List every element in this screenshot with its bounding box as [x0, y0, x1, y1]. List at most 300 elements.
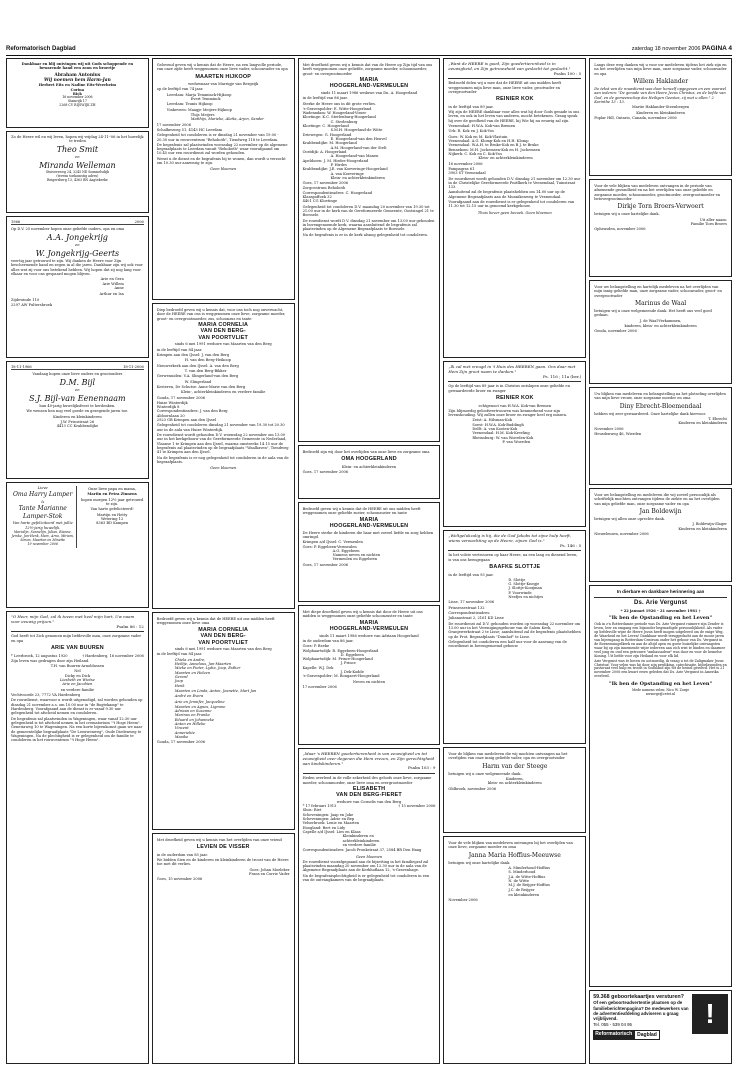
column-3: [298, 58, 441, 1064]
thanks-from: J. de Waal-Verkammen,: [639, 318, 682, 323]
anniversary-wish: We wensen hen nog veel goede en gezegende jaren toe.: [26, 409, 129, 414]
family-member: Kesteren, De Schutse: Anne-Marie van den Berg: [156, 384, 246, 389]
obituary-name: ARIE VAN BUUREN: [50, 645, 104, 652]
obituary-intro: Bedroefd geven wij u kennis dat de HEERE uit ons midden heeft weggenomen onze geliefde zuster, schoonzuster en tante: [302, 507, 421, 516]
congratulations-ad: [6, 482, 149, 608]
family-member: Krimpen aan den IJssel: J. van den Berg: [156, 353, 230, 358]
thanks-body: De tekst van de rouwdienst was door henzelf opgegeven en een vaarwel aan iederen: "De genade van den Heere Jezus Christus, en de liefde van God, en de gemeenschap des Heiligen Geestes, zij met u allen." 2 Korinthe 13 : 13.: [594, 87, 727, 105]
memorial-dates: * 22 januari 1926 – 21 november 1981 †: [620, 608, 701, 613]
family-member: J. Prince: [340, 661, 356, 666]
family-member: N. de Witte: [508, 879, 529, 884]
thanks-dirkje-torn-broers: [589, 179, 732, 277]
obituary-maria-van-den-berg: [152, 303, 295, 609]
congrats-right-names: Martin en Petra Zinnens: [87, 492, 137, 497]
thanks-date: Opheusden, november 2006: [594, 227, 646, 232]
thanks-intro: Langs deze weg danken wij u voor uw medeleven tijdens het ziek zijn en na het overlijden van mijn lieve man, onze zorgzame vader, schoonvader en opa: [594, 63, 727, 76]
congrats-senders: Mariolijn, Sannelijn, Julian, Rianne, Jemke, Jan-Henk, Marc, Arno, Miriam, Simon, Maarten en Minette: [11, 529, 74, 542]
wedding-address: Reigersberg 13, 4363 BN Aagtekerke: [46, 177, 108, 182]
obituary-condolence: Voorafgaand aan de rouwdienst is er gelegenheid tot condoleren van 11.30 tot 12.15 uur in genoemd kerkgebouw.: [448, 200, 575, 209]
family-member: Veenendaal: H.M. Kok-Kreeling: [472, 431, 530, 436]
grandchild: Chiela en Andre,: [174, 657, 206, 662]
obituary-quote: [303, 752, 436, 774]
obituary-address: Winterdijk 8: [156, 405, 180, 410]
obituary-child: Arie en Jacobien: [62, 682, 93, 687]
obituary-address: 3903 ST Veenendaal: [448, 171, 486, 176]
grandchild: Eduard en Johanneke: [174, 717, 215, 722]
thanks-family: Kinderen,: [505, 777, 524, 782]
thanks-date: Oldbroek, november 2006: [448, 786, 497, 791]
quote-text: „Want de HEERE is goed, Zijn goedertierenheid is in eeuwigheid, en Zijn getrouwheid van geslacht tot geslacht.": [448, 61, 571, 71]
family-member: Kloetinge: C. Hoogerland: [302, 124, 349, 129]
grandchild: Adriaan en Suzanne: [174, 709, 212, 714]
family-member: J.C. de Reijger: [508, 887, 535, 892]
birth-date: 16 november 2006: [62, 95, 93, 100]
thanks-name: Willem Haklander: [633, 77, 689, 85]
obituary-age: in de ouderdom van 86 jaar.: [302, 638, 354, 643]
obituary-name: REINIER KOK: [496, 395, 534, 402]
promo-text: [593, 994, 689, 1060]
grandchild: Joop: [174, 679, 183, 684]
family-member: P. van Woerden: [502, 440, 531, 444]
grandchild: Heiltje, Annelous, Jan-Maarten: [174, 662, 232, 667]
family-member: Leerdam: Marja Temminck-Hijkoop: [166, 92, 232, 97]
birth-address: Stamrijk 17: [67, 98, 87, 103]
family-member: Krimpen a/d IJssel: C. Vermeulen: [302, 540, 363, 545]
obituary-address: 4401 CG Kloetinge: [302, 199, 338, 204]
thanks-body: hebben wij zeer gewaardeerd. Onze hartelijke dank hiervoor.: [594, 411, 706, 416]
obituary-name: MAARTEN HIJKOOP: [195, 73, 252, 80]
obituary-condolence: Gelegenheid tot condoleren is er dinsdag 21 november van 19.00 - 20.30 uur in rouwcentrum "Rehoboth", Tiendweg 118 te Leerdam.: [156, 133, 279, 142]
quote-text: „Weltgelukzalig is hij, die de God Jakobs tot zijne hulp heeft, wiens verwachting op de Heere, zijnen God is.": [448, 533, 572, 543]
family-member: Thijs Meijers: [190, 112, 215, 117]
thanks-from: Familie Torn Broers: [690, 222, 727, 227]
anniversary-and: en: [75, 388, 80, 393]
family-member: Veenendaal: A.G. Klomp-Kok en H.H. Klomp: [448, 139, 529, 143]
obituary-baafke-slottje: [443, 530, 586, 744]
obituary-service: De rouwdienst wordt gehouden D.V. dinsdag 21 november om 12.30 uur in de Christelijke Gereformeerde Pniëlkerk te Veenendaal, Tuinstraat 133.: [448, 176, 581, 190]
obituary-oma-hoogerland: [298, 445, 441, 499]
wedding-intro: Zo de Heere wil en wij leven, hopen wij vrijdag 24-11-'06 in het huwelijk te treden: [11, 135, 144, 144]
obituary-intro: Op de leeftijd van 89 jaar is in Christus ontslapen onze geliefde en gewaardeerde broer en zwager: [448, 384, 570, 393]
obituary-maarten-hijkoop: [152, 58, 295, 300]
promo-logo: [593, 1030, 689, 1040]
anniversary-intro: Op D.V. 25 november hopen onze geliefde ouders, opa en oma: [11, 227, 125, 232]
obituary-quote: [448, 62, 581, 79]
obituary-no-flowers: Geen bloemen: [355, 854, 383, 859]
birth-intro: Dankbaar en blij ontvingen wij uit Gods schoppende en bewarende hand een zoon en broertje: [21, 62, 134, 71]
thanks-date: November 2006: [594, 426, 624, 431]
obituary-service: De rouwdienst zal D.V. gehouden worden op woensdag 22 november om 13.00 uur in het Verenigingsgebouw van de Salem Kerk, Oranjewerkstraat 2 te Lisse; aansluitend zal de begrafenis plaatshebben op de Prot. Begraafplaats "Duinhof" te Lisse.: [448, 621, 581, 639]
obituary-child: Liesbeth en Wietse: [60, 678, 95, 683]
quote-reference: Psalm 100 : 5: [553, 70, 582, 76]
family-member: 's-Gravenpolder: E. Witte-Hoogerland: [302, 106, 372, 111]
quote-reference: Psalm 103 : 9: [407, 765, 436, 771]
page-label: PAGINA: [702, 45, 727, 53]
obituary-service: De rouwdienst, waarvoor u wordt uitgenodigd, zal worden gehouden op dinsdag 21 november a.s. om 10.00 uur in "de Bogtekamp" te Hardenberg. Voorafgaand aan de dienst is er vanaf 9.30 uur gelegenheid tot afscheid nemen en condoleren.: [11, 698, 143, 716]
memorial-arie-vergunst: [589, 585, 732, 987]
page-date: zaterdag 18 november 2006: [631, 46, 701, 53]
wedding-address: (tevens toekomstig adres): [56, 173, 99, 178]
obituary-no-flowers: Geen bloemen: [210, 167, 237, 172]
obituary-subtitle: sinds 6 mei 1991 weduwe van Maarten van den Berg: [174, 647, 272, 652]
obituary-grandchildren: [157, 658, 290, 740]
obituary-reinier-kok-1: [443, 58, 586, 358]
family-member: Oostdijk: A. Hoogerland: [302, 149, 347, 154]
anniversary-address: 4413 CC Krabbendijke: [56, 424, 99, 429]
obituary-date: Goes, 17 november 2006: [302, 470, 349, 475]
obituary-body: Wij zijn de HEERE dankbaar voor alles wat hij door Gods genade in ons leven, en ook in het leven van anderen, mocht betekenen. Graag sprak hij over de goedheid van de HEERE, hij Wie hij nu eeuwig zal zijn.: [448, 110, 580, 123]
grandchild: Maarten en Agnes, Ligmme: [174, 704, 226, 709]
family-member: A.M. Hoogerland-van der Stelt: [330, 145, 387, 150]
obituary-address: Zorgcentrum Rehoboth: [302, 186, 346, 191]
obituary-age: in de leeftijd van 93 jaar.: [448, 572, 494, 577]
thanks-name: Jan Boldewijn: [639, 507, 682, 515]
family-member: Wadenxdam: W. Hoogerland-Visser: [302, 111, 367, 116]
obituary-name: MARIA: [359, 619, 379, 626]
grandchild: Gerard: [174, 674, 188, 679]
column-5: [589, 58, 732, 1064]
obituary-subtitle: sinds 11 maart 1986 weduwe van Adriaan Hoogerland: [319, 633, 419, 638]
promo-phone[interactable]: Tel. 055 - 539 04 95: [593, 1021, 632, 1027]
anniversary-husband: D.M. Bijl: [59, 377, 96, 387]
obituary-address: Huize Winterdijk: [156, 400, 188, 405]
obituary-name: BAAFKE SLOTTJE: [489, 564, 541, 571]
anniversary-children: [11, 277, 144, 296]
family-member: Veenendaal: W.A.H. te Bruke-Kok en B.J. te Bruke: [448, 143, 539, 148]
family-member: Goes: P. Beeke: [302, 644, 330, 649]
obituary-name: HOOGERLAND-VERMEULEN: [329, 83, 409, 90]
family-member: Soest: H.W.A. Kok-Buddingh: [472, 422, 524, 427]
obituary-after: Na de begrafenis is er in de kerk alsnog gelegenheid tot condoleren.: [302, 232, 428, 237]
obituary-quote: [11, 615, 144, 632]
family-member: Capelle a/d IJssel: Lies en Klaas: [302, 829, 361, 834]
page-header: [6, 6, 732, 56]
family-member: 's-Gravenpolder: M. Bongaert-Hoogerland: [302, 674, 380, 679]
obituary-intro: Met droefheid geven wij u kennis van het overlijden van onze vriend: [156, 838, 282, 842]
family-member: J. Slottje-Kooijman: [508, 586, 542, 591]
obituary-quote: [448, 534, 581, 551]
family-member: Kloetinge: K.C. Sterlenburg-Hoogerland: [302, 115, 376, 120]
family-member: Gerwenuiden: V.A. Slingerland-van den Berg: [156, 374, 239, 379]
anniversary-family: Kinderen en kleinkinderen: [53, 414, 102, 419]
memorial-motto: "Ik ben de Opstanding en het Leven": [608, 615, 713, 621]
page-number: 4: [728, 45, 732, 53]
grandchild: Maarten en Linda, Anton, Jeanette, Mart Jan: [174, 688, 257, 693]
family-member: Neven en nichten: [352, 679, 386, 684]
thanks-jan-boldewijn: [589, 488, 732, 582]
obituary-family: [303, 107, 436, 180]
anniversary-body: hun 40-jarig huwelijksfeest te herdenken.: [39, 404, 116, 409]
family-member: A.O. Eggebeen: [332, 548, 360, 553]
family-member: Wolphaartsdijk: M. Prince-Hoogerland: [302, 657, 373, 662]
wedding-groom: Theo Smit: [56, 144, 99, 154]
family-member: S.M.H. Hoogerland-de Witte: [330, 128, 383, 133]
anniversary-and: en: [75, 243, 80, 248]
anniversary-years: [11, 220, 144, 225]
thanks-intro: Voor de vele blijken van medeleven ontvangen bij het overlijden van onze lieve, zorgzame moeder en oma: [448, 841, 573, 850]
anniversary-announcement-2: [6, 361, 149, 479]
obituary-address: 2923 GB Krimpen aan den IJssel: [156, 418, 217, 423]
family-member: J.A. de Witte-Hoffius: [508, 874, 546, 879]
grandchild: Anneriekte: [174, 730, 195, 735]
family-member: Urk: R. Kok en J. Kok-Vos: [448, 129, 494, 134]
obituary-name: MARIA: [359, 76, 379, 83]
wedding-and: en: [75, 155, 80, 160]
family-member: H. van den Berg-Heikoop: [184, 358, 231, 363]
thanks-date: Nieuwleusen, november 2006: [594, 532, 649, 537]
obituary-age: op de leeftijd van 74 jaar.: [156, 87, 204, 92]
columns: [6, 58, 732, 1064]
family-member: Klein- en achterkleinkinderen: [478, 156, 533, 161]
birth-sibling: Corina: [70, 87, 85, 92]
thanks-intro: Voor uw belangstelling en hartelijk medeleven na het overlijden van mijn innig geliefde man, onze zorgzame vader, schoonvader, groot- en overgrootvader: [594, 285, 722, 298]
obituary-no-flowers: Geen bloemen: [210, 466, 237, 471]
obituary-name: VAN POORTVLIET: [198, 639, 249, 646]
congrats-right-body: hopen morgen 12½ jaar getrouwd te zijn.: [80, 497, 144, 506]
obituary-name: VAN POORTVLIET: [198, 334, 249, 341]
family-member: Rheinsburg: W. van Woerden-Kok: [472, 435, 534, 440]
family-member: en verdere familie: [342, 842, 376, 847]
family-member: Klein- en achterkleinkinderen: [330, 175, 385, 180]
grandchild: Marinus en Franka: [174, 713, 210, 718]
family-member: M.J. de Reijger-Hoffius: [508, 883, 550, 888]
congrats-date: 19 november 2006: [27, 542, 58, 547]
obituary-name: REINIER KOK: [496, 96, 534, 103]
logo-left: Reformatorisch: [593, 1030, 634, 1040]
birth-sibling: Rick: [72, 91, 82, 96]
obituary-subtitle: weduwnaar van Marrigje van Bergeijk: [188, 82, 259, 87]
child-name: Arie Willem: [102, 281, 124, 286]
anniversary-dates: [11, 365, 144, 370]
thanks-harm-van-der-steege: [443, 747, 586, 833]
page-info: [632, 45, 732, 53]
anniversary-intro: Vandaag hopen onze lieve ouders en grootouders: [32, 372, 123, 377]
family-member: Kleinkinderen en: [342, 834, 374, 839]
family-member: Delft: A. van Kooten-Kok: [472, 427, 518, 432]
family-member: Driewegen: G. Hoogerland: [302, 132, 352, 137]
obituary-burial: Aansluitend zal de begrafenis plaatshebben om 14.00 uur op de Algemene Begraafplaats aan de Munnikenweg te Veenendaal.: [448, 190, 565, 199]
obituary-after: Na de begrafenisplechtigheid is er gelegenheid tot condoleren in een van de ontvangkamers van de begraafplaats.: [302, 873, 430, 883]
family-member: Velserbroek: Lenie en Maarten: [302, 821, 360, 826]
quote-text: "O Heer, mijn God, zal ik toven met heel mijn hart, Uw naam voor eeuwig prijzen.": [11, 614, 135, 624]
obituary-name: MARIA CORNELIA: [198, 626, 249, 633]
congrats-right-from: Martijn en Hetty: [96, 512, 128, 517]
grandchild: Maarten en Heleen: [174, 670, 211, 675]
thanks-from: Kinderen en kleinkinderen: [678, 526, 727, 531]
obituary-family: [448, 578, 581, 600]
obituary-intro: Bedroefd geven wij u kennis dat de HEERE uit ons midden heeft weggenomen onze lieve oma: [156, 617, 275, 626]
family-member: Apeldoorn: J. M. Hirdes-Hoogerland: [302, 158, 369, 163]
thanks-intro: Voor de vele blijken van medeleven ontvangen in de periode van afnemende gezondheid en na het overlijden van onze geliefde en zorgzame moeder, schoonmoeder, grootmoeder, overgrootmoeder en betovergrootmoeder: [594, 184, 721, 201]
paper-title: Reformatorisch Dagblad: [6, 45, 76, 52]
obituary-address: Correspondentieadres: Jacob Pronkstraat 37, 2584 BR Den Haag: [302, 848, 422, 853]
obituary-name: VAN DEN BERG-: [200, 328, 246, 335]
obituary-date: Gouda, 17 november 2006: [156, 740, 206, 745]
obituary-condolence: Gelegenheid tot condoleren D.V. maandag 20 november van 19.30 tot 21.00 uur in de kerk van de Gereformeerde Gemeente, Oostsingel 21 te Borssele.: [302, 204, 434, 218]
date-end: 18-11-2006: [123, 365, 144, 369]
obituary-address: Prinsessestraat 132: [448, 605, 485, 610]
family-member: Bennekom: M.H. Jochemsen-Kok en H. Jochemsen: [448, 147, 541, 152]
congrats-left: [11, 486, 77, 548]
exclamation-icon: !: [692, 994, 728, 1034]
anniversary-address: J.W. Frisostraat 26: [60, 420, 95, 425]
obituary-subtitle: sinds 11 maart 1986 weduwe van Dn. A. Hoogerland: [320, 90, 418, 95]
family-member: Goes: W. Kok en M. Kok-Vlastuin: [448, 134, 508, 139]
thanks-family: klein- en achterkleinkinderen: [487, 781, 542, 786]
quote-text: „Maar 's HEEREN goedertierenheid is van eeuwigheid en tot eeuwigheid over degenen die Hem vrezen, en Zijn gerechtigheid aan kindskinderen.": [302, 751, 435, 766]
family-member: A. van Koeveringe: [330, 171, 364, 176]
thanks-name: Diny Ebrecht-Bloemendaal: [619, 402, 702, 410]
family-member: Vinkeveen: Maagje Meijers-Hijkoop: [166, 107, 232, 112]
obituary-date: Goes, 17 november 2006: [302, 181, 349, 186]
thanks-from: Uit aller naam:: [699, 217, 727, 222]
birth-info: * Leerbroek, 12 augustus 1920: [11, 653, 68, 658]
wedding-bride: Miranda Welleman: [39, 160, 116, 170]
anniversary-husband: A.A. Jongekrijg: [46, 232, 108, 242]
obituary-body: De Heere sterke de kinderen die haar met zoveel liefde en zorg hebben omringd.: [302, 530, 434, 539]
quote-reference: Ps. 116 ; 11a (ber.): [542, 373, 582, 379]
obituary-intro: Met diepe droefheid geven wij u kennis dat door de Heere uit ons midden is weggenomen onze geliefde schoonzuster en tante: [302, 610, 423, 619]
memorial-motto: "Ik ben de Opstanding en het Leven": [608, 681, 713, 688]
obituary-subtitle: weduwe van Cornelis van den Berg: [336, 799, 402, 804]
death-info: † Hardenberg, 16 november 2006: [82, 653, 144, 658]
obituary-address: Pampagras 61: [448, 166, 475, 171]
thanks-name: Dirkje Torn Broers-Verwoert: [617, 203, 704, 211]
promo-heading: 59.368 geboortekaartjes versturen?: [593, 994, 684, 1000]
family-member: Sluis: Riet: [302, 808, 322, 813]
column-4: [443, 58, 586, 1064]
obituary-date: Goes, 15 november 2006: [156, 877, 203, 882]
thanks-from: T. Ebrecht: [708, 417, 727, 422]
family-member: Kapelle: W.J. Dek: [302, 665, 334, 670]
obituary-address: Correspondentieadres:: [448, 611, 491, 615]
obituary-maria-hoogerland-3: [298, 605, 441, 745]
birth-address: 2268 CV RIJSWIJK ZH: [59, 102, 96, 107]
thanks-body: betuigen wij u onze hartelijke dank.: [594, 212, 660, 217]
grandchild: Henk: [174, 683, 185, 688]
family-member: Namens neven en nichten: [332, 553, 381, 558]
birth-parents: Herbert Eits en Nadine Eits-Weerheim: [38, 83, 117, 88]
grandchild: Vincent: [174, 726, 189, 731]
thanks-intro: Voor de blijken van medeleven die wij mochten ontvangen na het overlijden van onze innig geliefde vader, opa en overgrootvader: [448, 752, 568, 761]
obituary-elisabeth-van-den-berg: [298, 748, 441, 1064]
wedding-address: Stuiversweg 24, 3245 NE Sommelsdijk: [45, 170, 109, 175]
family-member: E. Hoogerland-van den Heuvel: [330, 137, 387, 142]
obituary-address: Correspondentieadres: C. Hoogerland: [302, 190, 373, 195]
obituary-family: [157, 353, 290, 395]
date-start: 18-11-1966: [11, 365, 32, 369]
obituary-child: Nel: [74, 669, 81, 674]
family-member: Wolphaartsdijk: R. Eggebeen-Hoogerland: [302, 648, 379, 653]
obituary-burial: De begrafenis zal plaatsvinden woensdag 22 november op de algemene begraafplaats te Leerdam vanuit "Rehoboth" waar voorafgaand om 10.45 uur een rouwdienst zal worden gehouden.: [156, 142, 288, 156]
obituary-body: We bidden Sien en de kinderen en kleinkinderen de troost van de Heere toe met dit verlies.: [156, 858, 289, 867]
family-member: D. Slottje: [508, 577, 526, 582]
obituary-intro: Bedroefd zijn wij door het overlijden van onze lieve en zorgzame oma: [302, 450, 430, 454]
thanks-date: November 2006: [448, 898, 478, 903]
thanks-intro: Uw blijken van medeleven en belangstelling na het plotseling overlijden van mijn lieve vrouw, onze zorgzame moeder en oma: [594, 392, 726, 401]
congrats-right-from: 8363 BD Kampen: [96, 521, 129, 526]
birth-card-promo[interactable]: [589, 990, 732, 1064]
obituary-age: in de leeftijd van 89 jaar.: [448, 104, 494, 109]
thanks-willem-haklander: [589, 58, 732, 176]
obituary-address: Julianastraat 2, 2161 KD Lisse: [448, 616, 504, 621]
obituary-maria-hoogerland-2: [298, 502, 441, 602]
column-2: [152, 58, 295, 1064]
thanks-address: Poplar Hill, Ontario, Canada, november 2006: [594, 116, 677, 120]
quote-text: „Ik zal met vreugd in 't Huis des HEEREN gaan. Ons daar met Hem Zijn groot naam te danken.": [448, 364, 576, 374]
family-member: Krabbendijke: M. Hoogerland: [302, 141, 357, 146]
birth-announcement: [6, 58, 149, 128]
obituary-age: in de leeftijd van 84 jaar.: [156, 652, 203, 657]
obituary-family: Klein- en achterkleinkinderen: [341, 464, 397, 469]
column-1: [6, 58, 149, 1064]
grandchild: André en Evera: [174, 694, 204, 699]
anniversary-wife: S.J. Bijl-van Eenennaam: [29, 393, 126, 403]
obituary-intro: Met droefheid geven wij u kennis dat van de Heere op Zijn tijd van ons heeft weggenomen onze geliefde, zorgzame moeder, schoonmoeder, groot- en overgrootmoeder: [302, 63, 433, 76]
family-member: en kleinkinderen: [508, 893, 540, 897]
thanks-from: Martie Haklander-Steenbergen: [631, 105, 690, 110]
obituary-address: Vechtvoorde 23, 7772 VA Hardenberg: [11, 693, 81, 697]
memorial-name: Ds. Arie Vergunst: [633, 599, 688, 606]
family-member: P. Hirdes: [330, 162, 347, 167]
family-member: Scheveningen: Adrie en Bep: [302, 817, 355, 822]
obituary-address: Correspondentieadres: J. van den Berg: [156, 409, 228, 414]
quote-reference: Psalm 86 : 12: [116, 623, 144, 629]
memorial-body: Ook in z'n Rotterdamse periode was Ds. Arie Vergunst ruimere zijn Zender is leven, leer en omgang een bijzonder begenadigde persoonlijkheid. Als vader op liefdevolle wijze de Heere Jezus heeft mogen uitgeleerd om de enige Weg, de Waarheid en het Leven! Dankbaar wordt teruggedacht aan de mooie jaren van bijeengang in Rotterdam-Centrum onder het gehoor van Ds. Vergunst in de Boezemsingelkerk en aan de altijd open en goeie huiselijke ontvangsten waar bij op zijn innemende wijze iedereen aan zich wist te binden en daarmee veel jong en oud een getrouwe "ambassadeur" was door en voor de hemelse Koning. Uit liefde voor zijn Heiland en voor elk lid.: [594, 622, 726, 658]
congrats-name: Oma Harry Lamper: [12, 491, 73, 499]
obituary-no-flowers: Thuis liever geen bezoek. Geen bloemen: [477, 210, 552, 215]
grandchild: Arie en Jennifer, Jacqueline: [174, 699, 225, 704]
thanks-body: betuigen wij u onze welgemeende dank.: [448, 771, 522, 776]
congrats-right-from: Wetering 12: [100, 516, 124, 521]
memorial-body: Arie Vergunst was te boven en ootmoedig, ik vraag u tot de Zaligmaker Jezus Christus! Voor velen was hij door zijn prediking, catechisatie, bijbelavonden en pastoraat veel hulp en troost in Godsland zijn tot de hemel gevoerd. Het is 21 november 2006 een kwart eeuw geleden dat Ds. Arie Vergunst in Amerika overleed.: [594, 658, 727, 679]
family-member: Klein-, achterkleinkinderen en verdere familie: [181, 390, 266, 395]
family-member: A. Minderhoud-Hoffius: [508, 866, 551, 871]
family-member: Vermeulen en Eggebeen: [332, 557, 378, 562]
promo-body: Of een geboorteadvertentie plaatsen op de familieberichtenpagina? De medewerkers van de advertentieafdeling adviseren u graag vrijblijvend.: [593, 1000, 689, 1022]
obituary-name: LEVIEN DE VISSER: [196, 844, 250, 851]
obituary-name: VAN DEN BERG-: [200, 633, 246, 640]
family-member: Evert Temminck: [190, 97, 221, 102]
family-member: Krabbendijke: J.E. van Koeveringe-Hoogerland: [302, 167, 388, 172]
obituary-age: in de leeftijd van 86 jaar.: [302, 96, 348, 101]
obituary-body: Sterke de Heere ons in dit grote verlies.: [302, 101, 377, 106]
congrats-amp: &: [41, 499, 45, 504]
family-member: S. Minderhoud: [508, 870, 536, 875]
thanks-body: betuigen wij onze hartelijke dank.: [448, 860, 511, 865]
obituary-service: De rouwdienst wordt gehouden D.V. woensdag 22 november om 13.00 uur in het kerkgebouw van de Gereformeerde Gemeente in Nederland, Vlaanse 1 te Krimpen aan den IJssel, waarna omstreeks 14.15 uur de begrafenis zal plaatsvinden op de begraafplaats "Waalhaven", Tiendweg 41 te Krimpen aan den IJssel.: [156, 433, 289, 455]
obituary-family: [157, 93, 290, 122]
family-member: W. Slingerland: [184, 379, 212, 384]
birth-info: * 17 februari 1913: [302, 804, 337, 809]
obituary-condolence: Gelegenheid tot condoleren dinsdag 21 november van 19.30 tot 20.30 uur in de aula van Huize Winterdijk.: [156, 423, 285, 432]
obituary-address: Schalkesweg 51, 4143 HC Leerdam: [156, 127, 223, 132]
family-member: G. Slottje-Knegje: [508, 582, 540, 587]
obituary-name: ELISABETH: [352, 785, 386, 792]
family-member: Hoogland: Bert en Lidy: [302, 825, 346, 830]
obituary-from: Goes: Johan Moeleker: [249, 867, 290, 872]
year-end: 2006: [134, 220, 144, 224]
logo-right: Dagblad: [634, 1030, 660, 1040]
anniversary-announcement-1: [6, 216, 149, 358]
obituary-intro: Heden overleed in de volle zekerheid des geloofs onze lieve, zorgzame moeder, schoonmoeder, onze lieve oma en overgrootmoeder: [302, 776, 432, 785]
year-start: 1966: [11, 220, 21, 224]
obituary-name: MARIA CORNELIA: [198, 321, 249, 328]
thanks-from: Kinderen en kleinkinderen: [636, 110, 685, 115]
obituary-age: in de leeftijd van 84 jaar.: [156, 347, 203, 352]
obituary-body: Zijn blijmoedig geloofsvertrouwen was kenmerkend voor zijn levenshouding. Wij zullen onze broer en zwager heel erg missen.: [448, 408, 568, 418]
family-member: P. Voorwinde: [508, 590, 532, 595]
